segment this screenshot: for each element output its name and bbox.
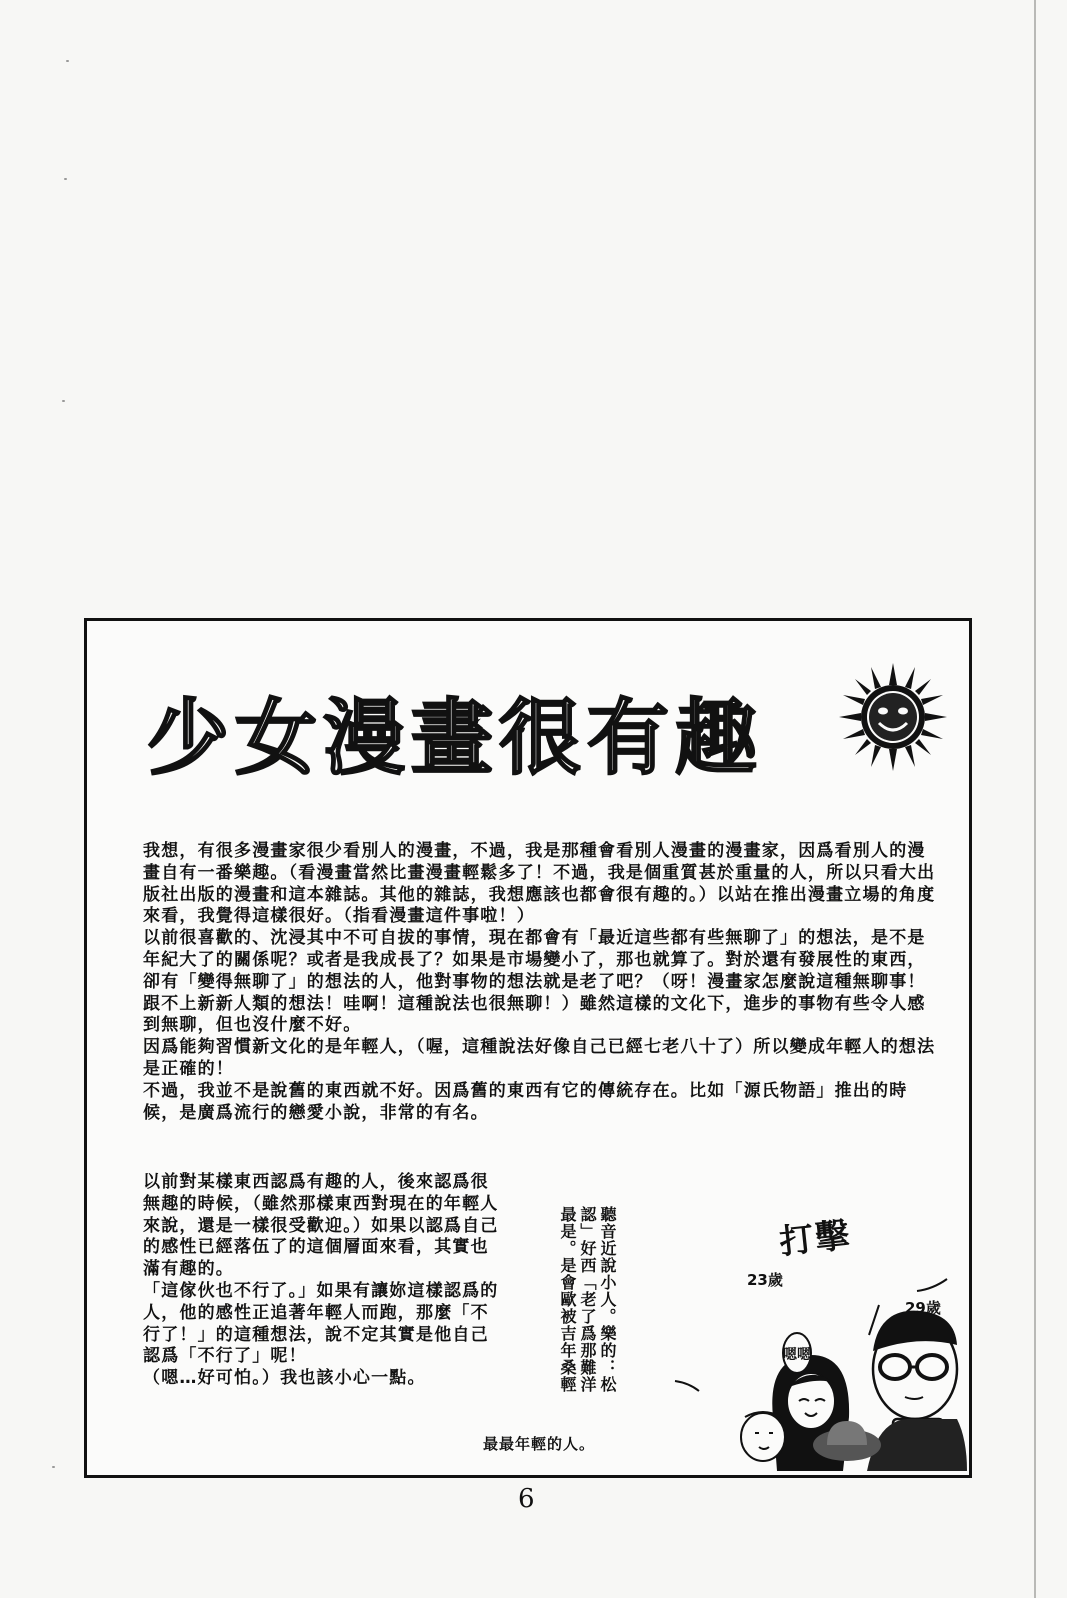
baby-character <box>741 1412 785 1461</box>
dust-speck <box>64 178 67 180</box>
illustration-caption: 最最年輕的人。 <box>483 1435 596 1453</box>
article-column <box>143 1172 503 1390</box>
age-label: 29歲 <box>905 1299 941 1317</box>
dust-speck <box>52 1466 55 1468</box>
age-label: 23歲 <box>747 1271 783 1289</box>
book-spine-edge <box>1034 0 1036 1598</box>
paragraph: 不過，我並不是說舊的東西就不好。因爲舊的東西有它的傳統存在。比如「源氏物語」推出的時候，是廣爲流行的戀愛小說，非常的有名。 <box>143 1080 908 1123</box>
vertical-note: 聽音近說小人。樂的：松認」好西「老了爲那難洋最是。是會歐被吉年桑輕 <box>558 1206 617 1393</box>
speech-bubble-text: 嗯嗯 <box>783 1347 811 1363</box>
paragraph: 「這傢伙也不行了。」如果有讓妳這樣認爲的人，他的感性正追著年輕人而跑，那麼「不行了！」的這種想法，說不定其實是他自己認爲「不行了」呢！ <box>143 1280 499 1367</box>
man-character <box>867 1311 967 1471</box>
dust-speck <box>66 60 69 62</box>
handwritten-title: 打擊 <box>777 1215 854 1263</box>
paragraph: 以前對某樣東西認爲有趣的人，後來認爲很無趣的時候，（雖然那樣東西對現在的年輕人來說，還是一樣很受歡迎。）如果以認爲自己的感性已經落伍了的這個層面來看，其實也滿有趣的。 <box>143 1172 499 1280</box>
paragraph: （嗯…好可怕。）我也該小心一點。 <box>143 1368 426 1389</box>
sun-face-icon <box>837 661 949 773</box>
page-number: 6 <box>518 1484 535 1514</box>
paragraph: 我想，有很多漫畫家很少看別人的漫畫，不過，我是那種會看別人漫畫的漫畫家，因爲看別人的漫畫自有一番樂趣。（看漫畫當然比畫漫畫輕鬆多了！不過，我是個重質甚於重量的人，所以只看大出版社出版的漫畫和這本雜誌。其他的雜誌，我想應該也都會很有趣的。）以站在推出漫畫立場的角度來看，我覺得這樣很好。（指看漫畫這件事啦！） <box>143 841 936 927</box>
dust-speck <box>62 400 65 402</box>
article-title: 少女漫畫很有趣 <box>147 691 764 786</box>
paragraph: 因爲能夠習慣新文化的是年輕人，（喔，這種說法好像自己已經七老八十了）所以變成年輕人的想法是正確的！ <box>143 1037 936 1079</box>
characters-illustration <box>647 1241 967 1471</box>
article-frame <box>84 618 972 1478</box>
article-body <box>143 841 943 1124</box>
paragraph: 以前很喜歡的、沈浸其中不可自拔的事情，現在都會有「最近這些都有些無聊了」的想法，是不是年紀大了的關係呢？或者是我成長了？如果是市場變小了，那也就算了。對於還有發展性的東西，卻有「變得無聊了」的想法的人，他對事物的想法就是老了吧？（呀！漫畫家怎麼說這種無聊事！跟不上新新人類的想法！哇啊！這種說法也很無聊！）雖然這樣的文化下，進步的事物有些令人感到無聊，但也沒什麼不好。 <box>143 928 926 1036</box>
